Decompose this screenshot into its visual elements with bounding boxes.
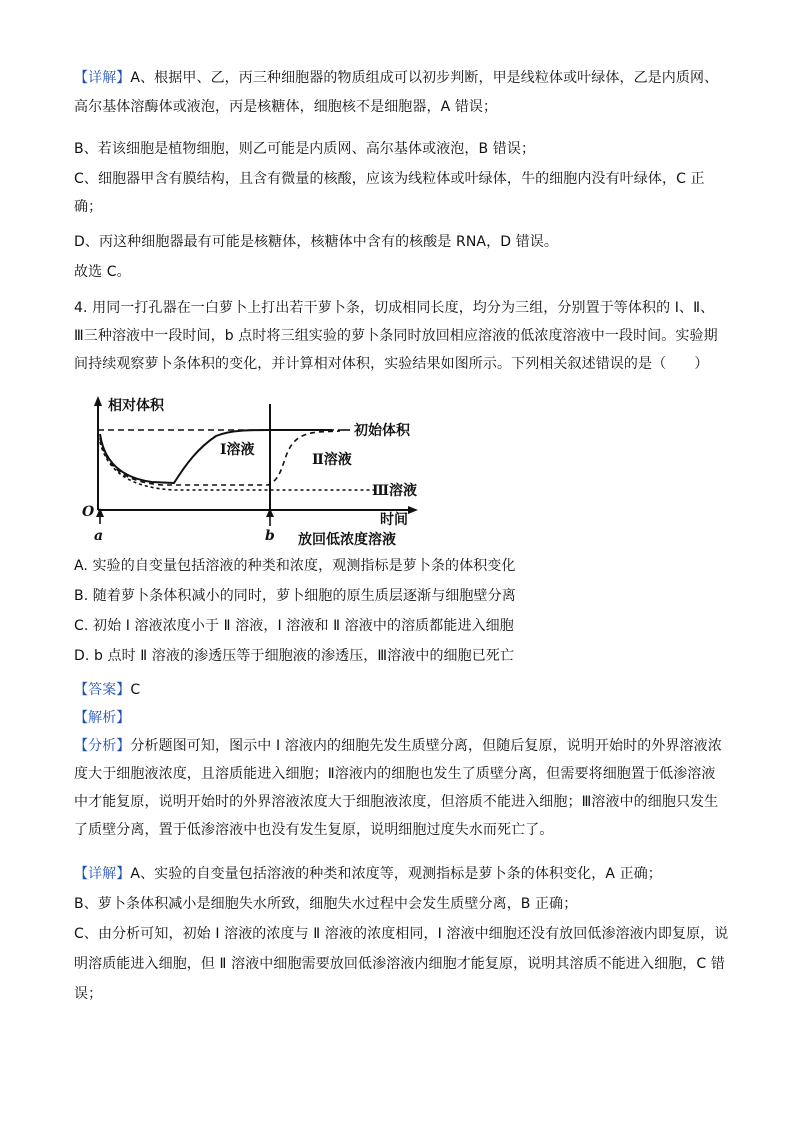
- text-line: [74, 232, 724, 252]
- text-span: C、细胞器甲含有膜结构，且含有微量的核酸，应该为线粒体或叶绿体，牛的细胞内没有叶绿体，C 正: [74, 171, 705, 187]
- text-span: 了质壁分离，置于低渗溶液中也没有发生复原，说明细胞过度失水而死亡了。: [74, 822, 554, 838]
- text-line: [74, 139, 724, 159]
- text-line: [74, 764, 724, 784]
- solution-3-label: Ⅲ溶液: [372, 483, 418, 499]
- text-span: 间持续观察萝卜条体积的变化，并计算相对体积，实验结果如图所示。下列相关叙述错误的是（ ）: [74, 356, 709, 372]
- text-line: [74, 68, 724, 88]
- text-span: D. b 点时 Ⅱ 溶液的渗透压等于细胞液的渗透压，Ⅲ溶液中的细胞已死亡: [74, 648, 515, 664]
- text-span: 度大于细胞液浓度，且溶质能进入细胞；Ⅱ溶液内的细胞也发生了质壁分离，但需要将细胞置于低渗溶液: [74, 766, 716, 782]
- text-span: 分析题图可知，图示中 Ⅰ 溶液内的细胞先发生质壁分离，但随后复原，说明开始时的外界溶液浓: [130, 738, 722, 754]
- text-span: B、萝卜条体积减小是细胞失水所致，细胞失水过程中会发生质壁分离，B 正确；: [74, 896, 578, 912]
- b-label: b: [265, 528, 275, 544]
- series-solution-2: [100, 431, 340, 485]
- text-span: 确；: [74, 199, 103, 215]
- text-line: [74, 169, 724, 189]
- solution-2-label: Ⅱ溶液: [312, 452, 352, 468]
- solution-1-label: Ⅰ溶液: [220, 442, 255, 458]
- text-span: C、由分析可知，初始 Ⅰ 溶液的浓度与 Ⅱ 溶液的浓度相同，Ⅰ 溶液中细胞还没有放回低渗溶液内即复原，说: [74, 926, 729, 942]
- text-span: 中才能复原，说明开始时的外界溶液浓度大于细胞液浓度，但溶质不能进入细胞；Ⅲ溶液中的细胞只发生: [74, 794, 719, 810]
- text-line: [74, 354, 724, 374]
- text-span: 误；: [74, 986, 103, 1002]
- x-axis-arrow: [408, 506, 418, 514]
- text-span: A、根据甲、乙，丙三种细胞器的物质组成可以初步判断，甲是线粒体或叶绿体，乙是内质网、: [130, 70, 719, 86]
- section-heading: 【解析】: [74, 710, 131, 726]
- section-heading: 【详解】: [74, 70, 131, 86]
- a-label: a: [94, 528, 104, 544]
- text-line: [74, 894, 724, 914]
- text-span: D、丙这种细胞器最有可能是核糖体，核糖体中含有的核酸是 RNA，D 错误。: [74, 234, 558, 250]
- text-line: [74, 556, 724, 576]
- text-line: [74, 616, 724, 636]
- text-line: [74, 864, 724, 884]
- text-span: C: [130, 682, 141, 698]
- text-line: [74, 924, 729, 944]
- text-line: [74, 820, 724, 840]
- relative-volume-chart: [74, 392, 434, 548]
- text-line: [74, 97, 724, 117]
- initial-volume-label: 初始体积: [354, 423, 410, 439]
- series-solution-1: [100, 430, 332, 483]
- text-line: [74, 954, 724, 974]
- section-heading: 【详解】: [74, 866, 131, 882]
- text-span: C. 初始 Ⅰ 溶液浓度小于 Ⅱ 溶液，Ⅰ 溶液和 Ⅱ 溶液中的溶质都能进入细胞: [74, 618, 514, 634]
- text-span: 4. 用同一打孔器在一白萝卜上打出若干萝卜条，切成相同长度，均分为三组，分别置于等体积的 Ⅰ、Ⅱ、: [74, 300, 715, 316]
- text-line: [74, 646, 724, 666]
- y-axis-label: 相对体积: [108, 398, 164, 414]
- text-line: [74, 298, 724, 318]
- text-span: 明溶质能进入细胞，但 Ⅱ 溶液中细胞需要放回低渗溶液内细胞才能复原，说明其溶质不能进入细胞，C 错: [74, 956, 725, 972]
- text-span: B、若该细胞是植物细胞，则乙可能是内质网、高尔基体或液泡，B 错误；: [74, 141, 536, 157]
- text-span: A、实验的自变量包括溶液的种类和浓度等，观测指标是萝卜条的体积变化，A 正确；: [130, 866, 662, 882]
- y-axis-arrow: [94, 396, 102, 406]
- text-line: [74, 792, 724, 812]
- text-span: 故选 C。: [74, 264, 131, 280]
- text-line: [74, 680, 724, 700]
- text-line: [74, 197, 724, 217]
- text-line: [74, 736, 724, 756]
- text-span: Ⅲ三种溶液中一段时间，b 点时将三组实验的萝卜条同时放回相应溶液的低浓度溶液中一段时间。实验期: [74, 328, 718, 344]
- origin-label: O: [82, 504, 95, 520]
- b-caption: 放回低浓度溶液: [298, 532, 396, 548]
- section-heading: 【答案】: [74, 682, 131, 698]
- text-span: 高尔基体溶酶体或液泡，丙是核糖体，细胞核不是细胞器，A 错误；: [74, 99, 498, 115]
- text-line: [74, 586, 724, 606]
- x-axis-label: 时间: [380, 512, 408, 528]
- text-span: B. 随着萝卜条体积减小的同时，萝卜细胞的原生质层逐渐与细胞壁分离: [74, 588, 516, 604]
- text-line: [74, 708, 724, 728]
- text-line: [74, 262, 724, 282]
- chart-svg: [74, 392, 434, 548]
- section-heading: 【分析】: [74, 738, 131, 754]
- text-span: A. 实验的自变量包括溶液的种类和浓度，观测指标是萝卜条的体积变化: [74, 558, 516, 574]
- text-line: [74, 984, 724, 1004]
- text-line: [74, 326, 724, 346]
